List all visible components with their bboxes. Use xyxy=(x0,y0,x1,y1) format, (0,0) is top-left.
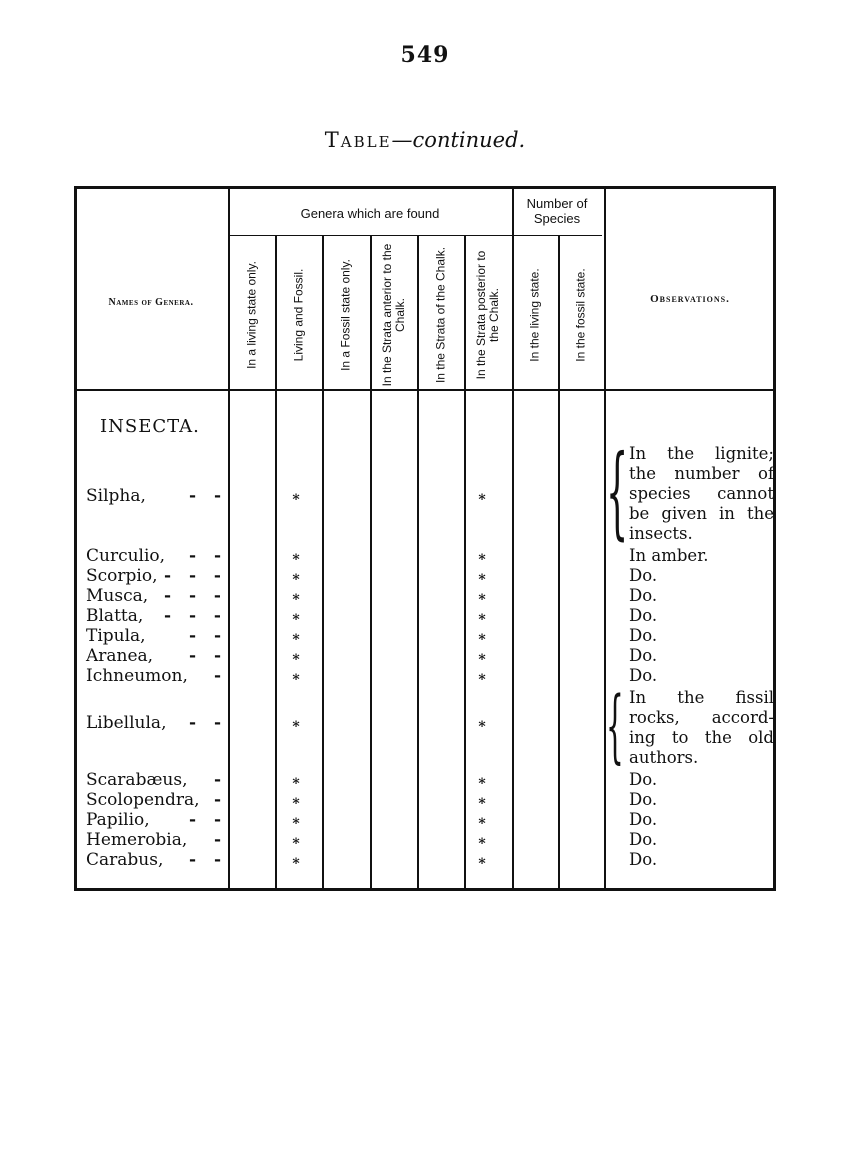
leader-dashes: - - xyxy=(188,810,227,830)
asterisk-mark: * xyxy=(478,632,486,648)
observation-line: be given in the xyxy=(629,504,774,523)
observation-line: Do. xyxy=(629,566,658,585)
genus-label: Ichneumon, xyxy=(86,666,188,686)
asterisk-mark: * xyxy=(292,672,300,688)
genus-label: Tipula, xyxy=(86,626,146,646)
genus-label: Papilio, xyxy=(86,810,150,830)
column-header-label: In a Fossil state only. xyxy=(338,259,353,371)
observation-line: rocks, accord- xyxy=(629,708,774,727)
asterisk-mark: * xyxy=(478,776,486,792)
observation-line: species cannot xyxy=(629,484,774,503)
observation-note xyxy=(629,688,774,768)
section-heading: INSECTA. xyxy=(100,416,200,437)
column-header-label: In a living state only. xyxy=(244,261,258,369)
asterisk-mark: * xyxy=(292,652,300,668)
genus-label: Blatta, xyxy=(86,606,144,626)
observation-line: ing to the old xyxy=(629,728,774,747)
asterisk-mark: * xyxy=(478,836,486,852)
observation-line: In the fissil xyxy=(629,688,774,707)
observation-line: Do. xyxy=(629,790,658,809)
page-number: 549 xyxy=(400,42,450,68)
genus-name xyxy=(86,666,231,686)
table-title xyxy=(0,128,850,152)
asterisk-mark: * xyxy=(478,552,486,568)
column-header-label: In the Strata anterior to the Chalk. xyxy=(379,243,407,387)
observation-line: Do. xyxy=(629,666,658,685)
genus-name xyxy=(86,606,231,626)
genus-name xyxy=(86,713,231,733)
observation-line: Do. xyxy=(629,626,658,645)
genus-label: Scorpio, xyxy=(86,566,158,586)
column-header-label: Living and Fossil. xyxy=(291,268,305,362)
asterisk-mark: * xyxy=(292,836,300,852)
observation-note xyxy=(629,586,774,606)
leader-dashes: - - xyxy=(188,646,227,666)
column-header xyxy=(558,240,604,390)
genus-name xyxy=(86,770,231,790)
title-caps: Table xyxy=(324,128,392,152)
observation-note xyxy=(629,850,774,870)
column-header xyxy=(228,240,275,390)
observation-line: insects. xyxy=(629,524,693,543)
names-of-genera-header: Names of Genera. xyxy=(108,297,194,308)
observation-note xyxy=(629,626,774,646)
leader-dashes: - xyxy=(213,830,227,850)
column-header-label: In the Strata posterior to the Chalk. xyxy=(474,250,501,380)
header-sub-rule xyxy=(228,235,602,236)
column-header xyxy=(370,240,417,390)
asterisk-mark: * xyxy=(292,572,300,588)
observation-note xyxy=(629,830,774,850)
table-bottom-rule xyxy=(74,888,776,891)
observation-note xyxy=(629,810,774,830)
observation-note xyxy=(629,646,774,666)
genus-label: Scarabæus, xyxy=(86,770,188,790)
genus-label: Hemerobia, xyxy=(86,830,188,850)
observation-line: authors. xyxy=(629,748,699,767)
observation-line: Do. xyxy=(629,850,658,869)
leader-dashes: - - xyxy=(188,850,227,870)
genus-name xyxy=(86,566,231,586)
genus-label: Libellula, xyxy=(86,713,167,733)
column-header xyxy=(322,240,370,390)
asterisk-mark: * xyxy=(292,492,300,508)
asterisk-mark: * xyxy=(292,816,300,832)
observation-line: In the lignite; xyxy=(629,444,774,463)
genus-label: Aranea, xyxy=(86,646,154,666)
asterisk-mark: * xyxy=(292,612,300,628)
leader-dashes: - - xyxy=(188,486,227,506)
leader-dashes: - xyxy=(213,790,227,810)
genus-name xyxy=(86,830,231,850)
observations-header: Observations. xyxy=(650,293,730,305)
column-header-label: In the living state. xyxy=(527,268,542,362)
leader-dashes: - - - xyxy=(163,586,227,606)
leader-dashes: - - - xyxy=(163,566,227,586)
leader-dashes: - - - xyxy=(163,606,227,626)
leader-dashes: - - xyxy=(188,546,227,566)
genus-label: Musca, xyxy=(86,586,149,606)
observation-line: Do. xyxy=(629,646,658,665)
column-header xyxy=(275,240,322,390)
column-header xyxy=(417,240,464,390)
column-header-label: In the Strata of the Chalk. xyxy=(433,246,447,384)
asterisk-mark: * xyxy=(292,776,300,792)
genus-label: Curculio, xyxy=(86,546,166,566)
asterisk-mark: * xyxy=(292,632,300,648)
asterisk-mark: * xyxy=(292,856,300,872)
observation-line: Do. xyxy=(629,830,658,849)
observation-line: the number of xyxy=(629,464,774,483)
observation-note xyxy=(629,790,774,810)
observation-note xyxy=(629,444,774,544)
asterisk-mark: * xyxy=(478,796,486,812)
column-header-label: In the fossil state. xyxy=(573,268,588,362)
genus-name xyxy=(86,810,231,830)
observation-line: Do. xyxy=(629,770,658,789)
genera-found-header: Genera which are found xyxy=(300,206,440,221)
genus-name xyxy=(86,850,231,870)
genus-name xyxy=(86,486,231,506)
genus-name xyxy=(86,626,231,646)
genus-name xyxy=(86,586,231,606)
observation-line: Do. xyxy=(629,586,658,605)
curly-brace-icon: { xyxy=(606,679,624,772)
genera-table xyxy=(74,186,776,892)
column-header xyxy=(464,240,512,390)
observation-note xyxy=(629,770,774,790)
curly-brace-icon: { xyxy=(606,433,629,550)
table-top-rule xyxy=(74,186,776,189)
observation-line: In amber. xyxy=(629,546,709,565)
leader-dashes: - xyxy=(213,770,227,790)
genus-label: Scolopendra, xyxy=(86,790,200,810)
leader-dashes: - - xyxy=(188,626,227,646)
observation-note xyxy=(629,666,774,686)
observation-note xyxy=(629,546,774,566)
observation-note xyxy=(629,566,774,586)
observation-note xyxy=(629,606,774,626)
asterisk-mark: * xyxy=(478,612,486,628)
asterisk-mark: * xyxy=(478,652,486,668)
asterisk-mark: * xyxy=(292,592,300,608)
asterisk-mark: * xyxy=(478,719,486,735)
table-left-rule xyxy=(74,186,77,891)
asterisk-mark: * xyxy=(478,592,486,608)
observation-line: Do. xyxy=(629,606,658,625)
genus-label: Carabus, xyxy=(86,850,164,870)
genus-name xyxy=(86,546,231,566)
title-continued: —continued. xyxy=(391,128,526,152)
genus-name xyxy=(86,790,231,810)
genus-label: Silpha, xyxy=(86,486,146,506)
column-header xyxy=(512,240,558,390)
leader-dashes: - xyxy=(213,666,227,686)
asterisk-mark: * xyxy=(478,572,486,588)
asterisk-mark: * xyxy=(292,552,300,568)
asterisk-mark: * xyxy=(478,492,486,508)
genus-name xyxy=(86,646,231,666)
asterisk-mark: * xyxy=(478,672,486,688)
observation-line: Do. xyxy=(629,810,658,829)
asterisk-mark: * xyxy=(292,719,300,735)
asterisk-mark: * xyxy=(478,816,486,832)
number-of-species-header: Number of Species xyxy=(526,196,588,226)
asterisk-mark: * xyxy=(292,796,300,812)
asterisk-mark: * xyxy=(478,856,486,872)
leader-dashes: - - xyxy=(188,713,227,733)
